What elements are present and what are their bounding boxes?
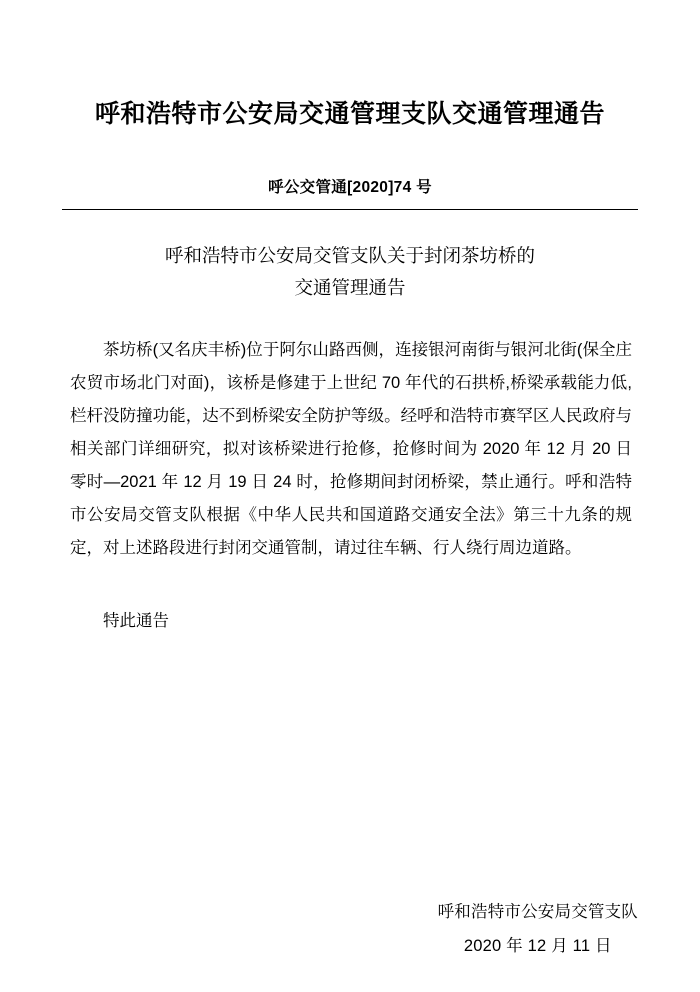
document-closing: 特此通告 [103,612,169,631]
document-signature [438,895,638,964]
document-number: 呼公交管通[2020]74 号 [268,178,432,196]
document-subject [62,240,638,305]
document-body: 茶坊桥(又名庆丰桥)位于阿尔山路西侧，连接银河南街与银河北街(保全庄农贸市场北门对面)，该桥是修建于上世纪 70 年代的石拱桥,桥梁承载能力低,栏杆没防撞功能，达不到桥梁安全防护等级。经呼和浩特市赛罕区人民政府与相关部门详细研究，拟对该桥梁进行抢修，抢修时间为 2020 年 12 月 20 日零时—2021 年 12 月 19 日 24 时，抢修期间封闭桥梁，禁止通行。呼和浩特市公安局交管支队根据《中华人民共和国道路交通安全法》第三十九条的规定，对上述路段进行封闭交通管制，请过往车辆、行人绕行周边道路。 [70,341,632,558]
subject-line-2: 交通管理通告 [294,276,406,298]
header-divider [62,209,638,210]
document-title: 呼和浩特市公安局交通管理支队交通管理通告 [94,100,605,128]
signature-date: 2020 年 12 月 11 日 [463,937,612,956]
document-page [0,98,700,992]
subject-line-1: 呼和浩特市公安局交管支队关于封闭茶坊桥的 [164,244,535,266]
signature-organization: 呼和浩特市公安局交管支队 [437,902,638,921]
